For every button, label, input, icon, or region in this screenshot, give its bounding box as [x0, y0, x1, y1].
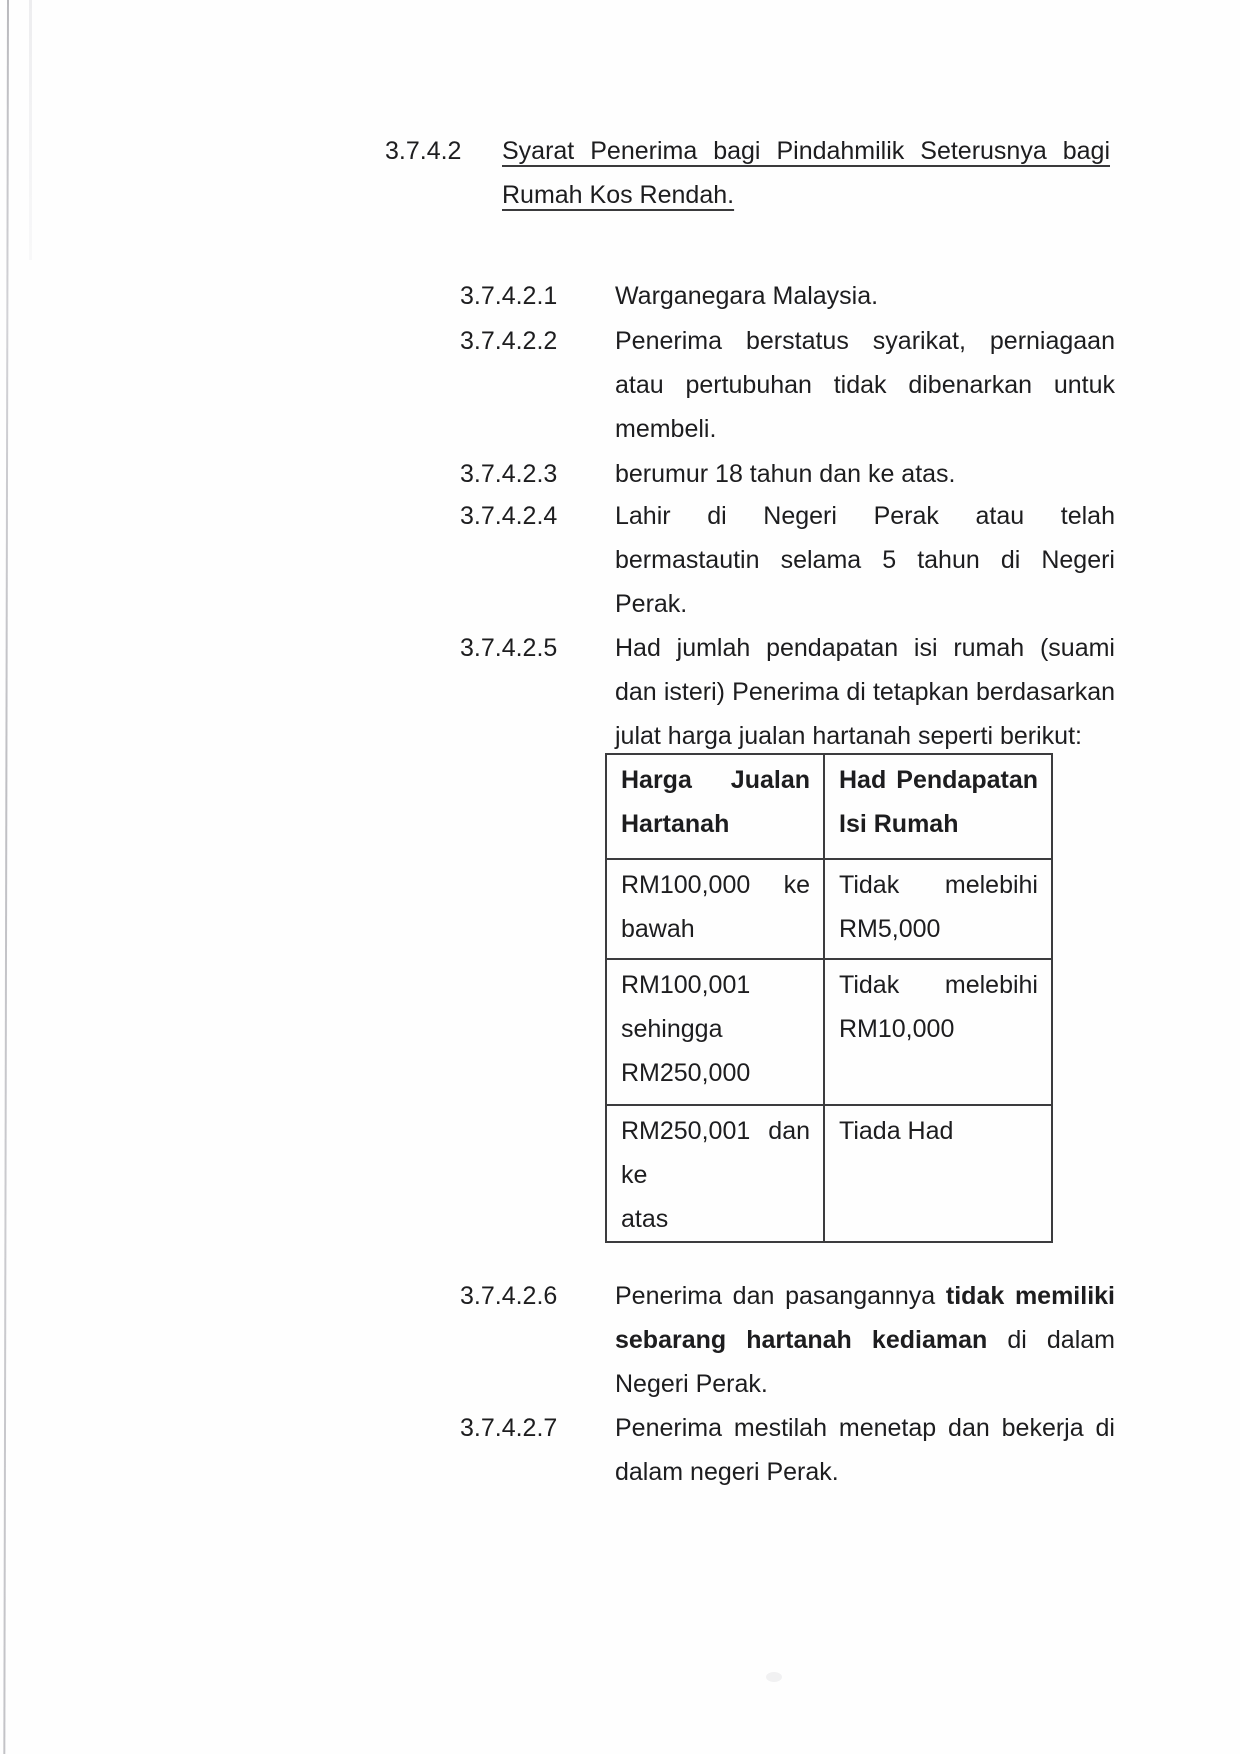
text-segment: Negeri Perak.	[615, 1370, 768, 1398]
table-header-had-pendapatan	[824, 754, 1052, 859]
table-cell-income-limit-2	[824, 959, 1052, 1105]
clause-3-7-4-2-1	[460, 274, 1115, 318]
clause-number: 3.7.4.2.6	[460, 1282, 558, 1310]
scan-artifact-smudge	[766, 1672, 782, 1682]
text-line: Penerima berstatus syarikat, perniagaan	[615, 327, 1115, 355]
text-line: dalam negeri Perak.	[615, 1458, 839, 1486]
income-limit-table	[605, 753, 1053, 1243]
section-title-line-1: Syarat Penerima bagi Pindahmilik Seterusnya bagi	[502, 137, 1110, 165]
text-line: RM100,000 ke	[621, 871, 810, 899]
scan-artifact-line	[3, 0, 9, 1754]
table-header-row	[606, 754, 1052, 859]
text-line: bawah	[621, 915, 695, 943]
clause-3-7-4-2-6	[460, 1274, 1115, 1406]
section-title-line-2: Rumah Kos Rendah.	[502, 181, 735, 209]
clause-number: 3.7.4.2.5	[460, 634, 558, 662]
clause-3-7-4-2-2	[460, 319, 1115, 451]
clause-3-7-4-2-5	[460, 626, 1115, 758]
clause-body	[615, 1274, 1115, 1406]
clause-number: 3.7.4.2.3	[460, 460, 558, 488]
text-line: Tidak melebihi	[839, 971, 1038, 999]
clause-body	[615, 494, 1115, 626]
text-line: Penerima mestilah menetap dan bekerja di	[615, 1414, 1115, 1442]
text-line: Had Pendapatan	[839, 766, 1038, 794]
scan-artifact-line-faint	[29, 0, 32, 260]
text-line: dan isteri) Penerima di tetapkan berdasarkan	[615, 678, 1115, 706]
text-line: RM100,001	[621, 971, 751, 999]
table-cell-income-limit-1	[824, 859, 1052, 959]
text-line: Harga Jualan	[621, 766, 810, 794]
clause-3-7-4-2-4	[460, 494, 1115, 626]
clause-body	[615, 319, 1115, 451]
text-line: Hartanah	[621, 810, 730, 838]
clause-number: 3.7.4.2.1	[460, 282, 558, 310]
text-line: RM250,000	[621, 1059, 751, 1087]
table-cell-income-limit-3	[824, 1105, 1052, 1242]
bold-text-segment: tidak memiliki	[945, 1282, 1115, 1310]
clause-body	[615, 626, 1115, 758]
text-line: RM250,001 dan ke	[621, 1117, 810, 1189]
text-line: Lahir di Negeri Perak atau telah	[615, 502, 1115, 530]
text-line: berumur 18 tahun dan ke atas.	[615, 460, 956, 488]
text-line: RM5,000	[839, 915, 941, 943]
text-line: membeli.	[615, 415, 717, 443]
text-line	[615, 1274, 1115, 1318]
text-line: Warganegara Malaysia.	[615, 282, 879, 310]
table-cell-price-range-1	[606, 859, 824, 959]
text-segment: Penerima dan pasangannya	[615, 1282, 946, 1310]
text-line: Had jumlah pendapatan isi rumah (suami	[615, 634, 1115, 662]
table-row	[606, 1105, 1052, 1242]
text-line: Tidak melebihi	[839, 871, 1038, 899]
section-heading	[385, 129, 1110, 217]
section-title	[502, 129, 1110, 217]
clause-body	[615, 1406, 1115, 1494]
clause-number: 3.7.4.2.4	[460, 502, 558, 530]
text-line: Isi Rumah	[839, 810, 959, 838]
text-line: sehingga	[621, 1015, 723, 1043]
text-line	[615, 1362, 1115, 1406]
text-segment: di dalam	[987, 1326, 1115, 1354]
text-line: atas	[621, 1205, 669, 1233]
text-line: Perak.	[615, 590, 688, 618]
text-line: julat harga jualan hartanah seperti berikut:	[615, 722, 1082, 750]
clause-number: 3.7.4.2.7	[460, 1414, 558, 1442]
clause-body	[615, 452, 1115, 496]
clause-3-7-4-2-3	[460, 452, 1115, 496]
table-cell-price-range-2	[606, 959, 824, 1105]
table-row	[606, 859, 1052, 959]
clause-3-7-4-2-7	[460, 1406, 1115, 1494]
text-line	[615, 1318, 1115, 1362]
clause-number: 3.7.4.2.2	[460, 327, 558, 355]
table-header-harga-jualan-hartanah	[606, 754, 824, 859]
text-line: RM10,000	[839, 1015, 955, 1043]
table-row	[606, 959, 1052, 1105]
table-cell-price-range-3	[606, 1105, 824, 1242]
text-line: atau pertubuhan tidak dibenarkan untuk	[615, 371, 1115, 399]
clause-body	[615, 274, 1115, 318]
text-line: Tiada Had	[839, 1117, 954, 1145]
bold-text-segment: sebarang hartanah kediaman	[615, 1326, 988, 1354]
text-line: bermastautin selama 5 tahun di Negeri	[615, 546, 1115, 574]
section-number: 3.7.4.2	[385, 137, 462, 165]
